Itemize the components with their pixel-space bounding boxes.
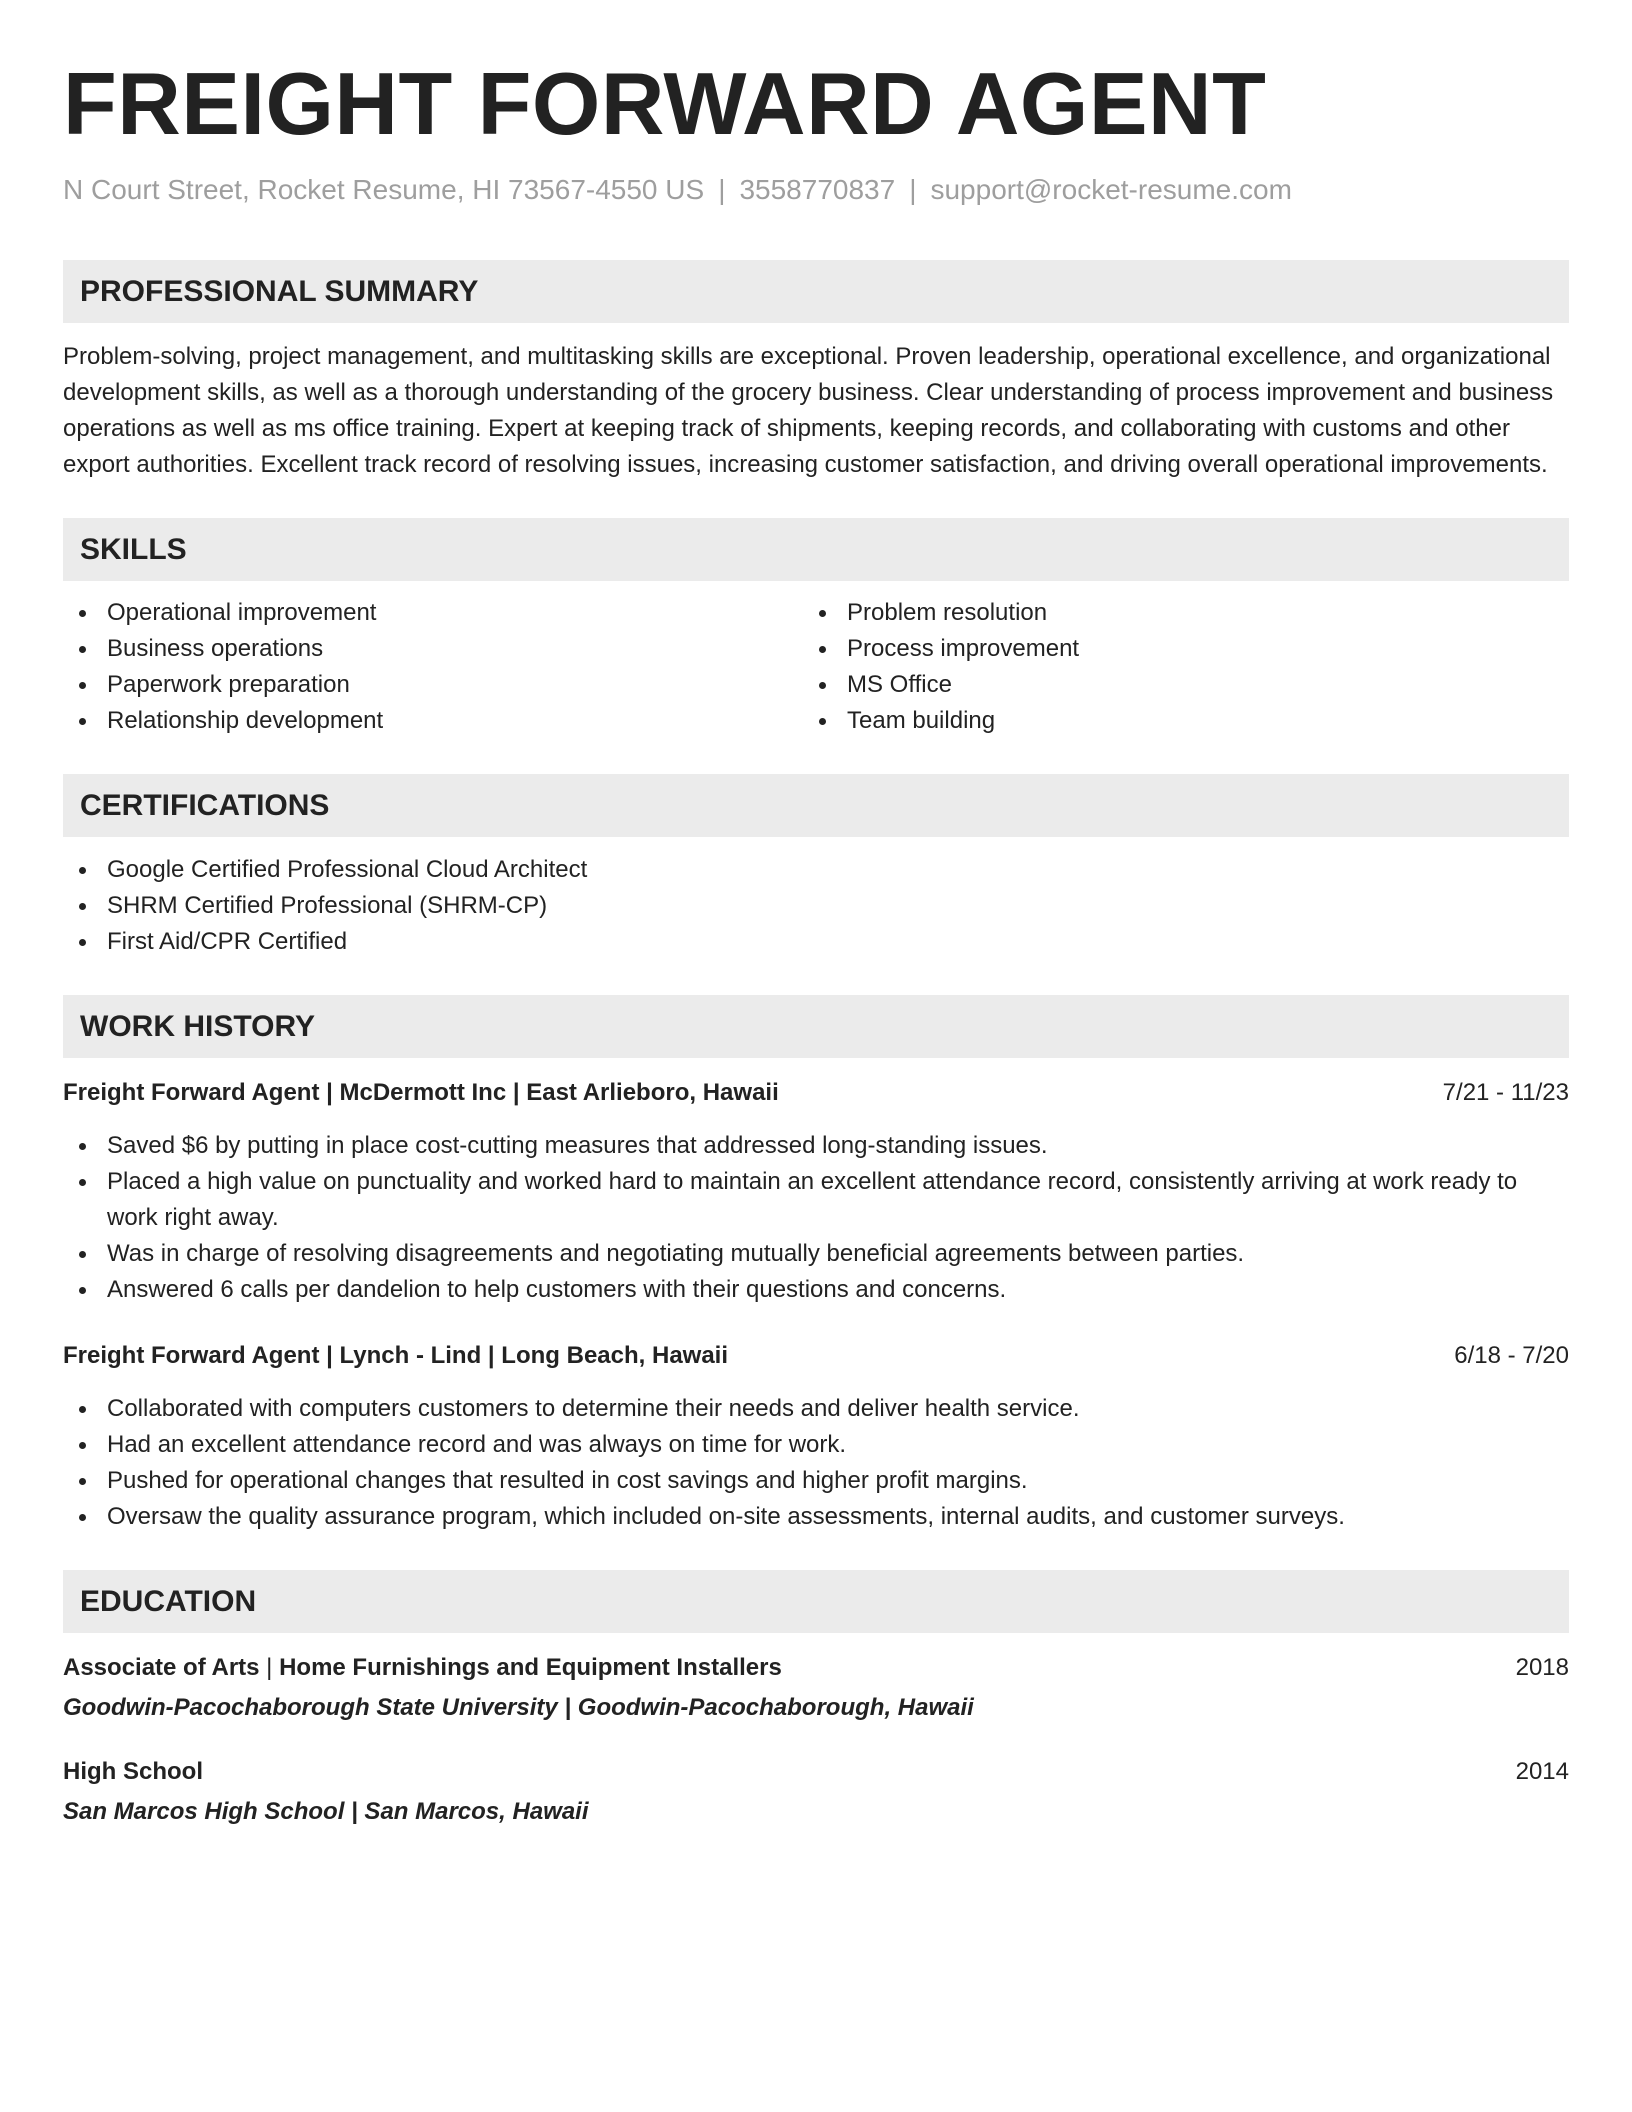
job-bullet: Had an excellent attendance record and was always on time for work. [63,1427,1569,1463]
education-heading: EDUCATION [63,1570,1569,1633]
contact-line [63,172,1569,208]
skill-item: Relationship development [63,703,803,739]
education-header [63,1754,1569,1790]
skill-item: Business operations [63,631,803,667]
job-bullet: Pushed for operational changes that resulted in cost savings and higher profit margins. [63,1463,1569,1499]
degree-name: Associate of Arts [63,1654,260,1681]
skill-item: Process improvement [803,631,1543,667]
job-header [63,1075,1569,1111]
job-bullet: Collaborated with computers customers to determine their needs and deliver health service. [63,1391,1569,1427]
education-year: 2014 [1515,1758,1569,1785]
contact-email: support@rocket-resume.com [930,174,1292,205]
degree-field: Home Furnishings and Equipment Installers [279,1654,782,1681]
job-bullet: Answered 6 calls per dandelion to help customers with their questions and concerns. [63,1272,1569,1308]
education-entry [63,1754,1569,1830]
skills-right-list [803,595,1543,739]
education-degree [63,1650,782,1686]
certifications-list [63,852,1569,960]
degree-separator: | [259,1654,280,1681]
job-bullet: Oversaw the quality assurance program, which included on-site assessments, internal audits, and customer surveys. [63,1499,1569,1535]
contact-phone: 3558770837 [739,174,896,205]
certification-item: First Aid/CPR Certified [63,924,1569,960]
skills-left-list [63,595,803,739]
education-degree [63,1754,203,1790]
job-bullets [63,1391,1569,1535]
job-bullet: Placed a high value on punctuality and worked hard to maintain an excellent attendance record, consistently arriving at work ready to work right away. [63,1164,1569,1236]
job-bullet: Saved $6 by putting in place cost-cutting measures that addressed long-standing issues. [63,1128,1569,1164]
job-entry [63,1338,1569,1535]
skill-item: Problem resolution [803,595,1543,631]
job-dates: 7/21 - 11/23 [1442,1079,1569,1106]
job-header [63,1338,1569,1374]
certification-item: SHRM Certified Professional (SHRM-CP) [63,888,1569,924]
work-history-heading: WORK HISTORY [63,995,1569,1058]
skill-item: MS Office [803,667,1543,703]
education-year: 2018 [1515,1654,1569,1681]
contact-separator: | [909,174,917,205]
summary-text: Problem-solving, project management, and multitasking skills are exceptional. Proven leadership, operational excellence, and organizational development skills, as well as a thorough understanding of the grocery business. Clear understanding of process improvement and business operations as well as ms office training. Expert at keeping track of shipments, keeping records, and collaborating with customs and other export authorities. Excellent track record of resolving issues, increasing customer satisfaction, and driving overall operational improvements. [63,343,1554,478]
skill-item: Paperwork preparation [63,667,803,703]
resume-name: FREIGHT FORWARD AGENT [63,54,1267,153]
education-school: Goodwin-Pacochaborough State University | Goodwin-Pacochaborough, Hawaii [63,1694,974,1721]
skills-grid [63,595,1569,739]
contact-separator: | [718,174,726,205]
degree-name: High School [63,1758,203,1785]
skill-item: Team building [803,703,1543,739]
skill-item: Operational improvement [63,595,803,631]
job-bullet: Was in charge of resolving disagreements and negotiating mutually beneficial agreements between parties. [63,1236,1569,1272]
education-school: San Marcos High School | San Marcos, Hawaii [63,1798,589,1825]
job-title: Freight Forward Agent | McDermott Inc | East Arlieboro, Hawaii [63,1079,779,1106]
education-header [63,1650,1569,1686]
job-bullets [63,1128,1569,1308]
certifications-heading: CERTIFICATIONS [63,774,1569,837]
job-dates: 6/18 - 7/20 [1454,1342,1569,1369]
summary-heading: PROFESSIONAL SUMMARY [63,260,1569,323]
job-entry [63,1075,1569,1308]
job-title: Freight Forward Agent | Lynch - Lind | Long Beach, Hawaii [63,1342,729,1369]
education-entry [63,1650,1569,1726]
contact-address: N Court Street, Rocket Resume, HI 73567-4550 US [63,174,705,205]
skills-heading: SKILLS [63,518,1569,581]
certification-item: Google Certified Professional Cloud Architect [63,852,1569,888]
